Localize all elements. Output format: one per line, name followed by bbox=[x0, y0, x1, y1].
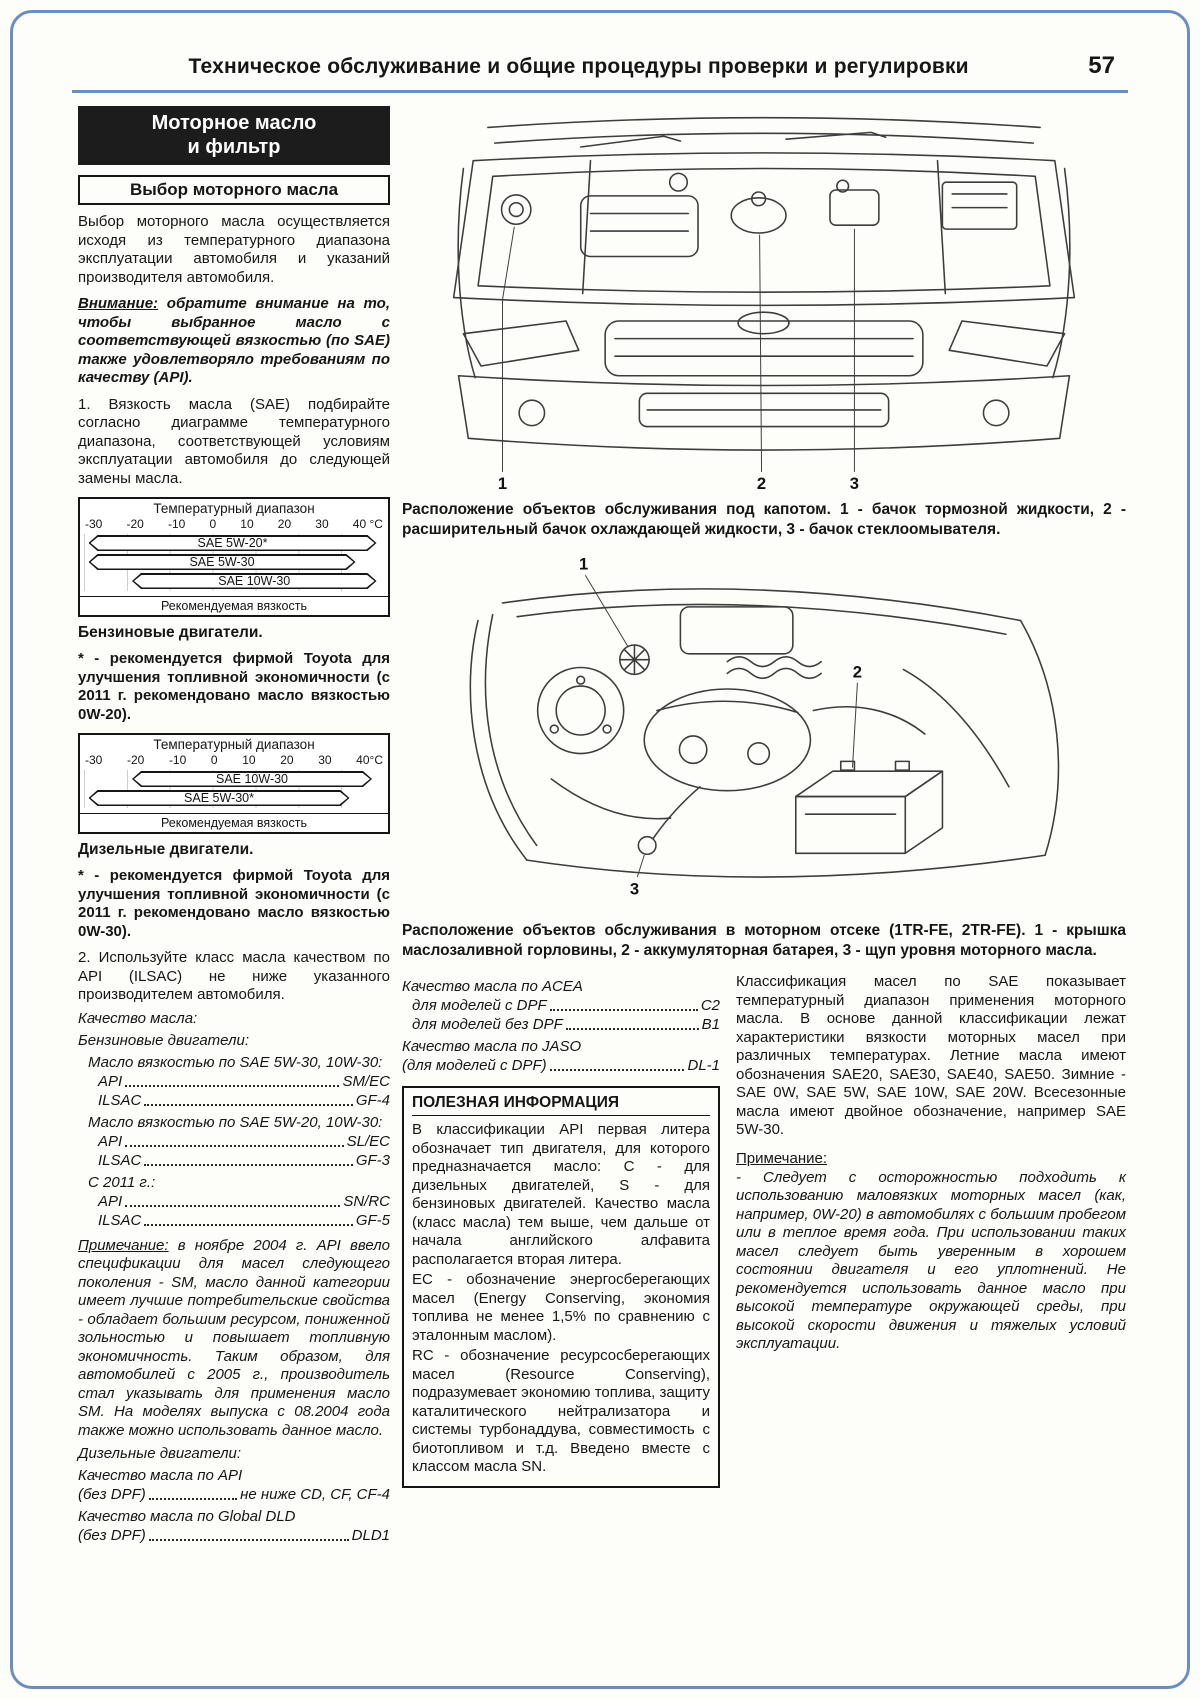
warning-text: обратите внимание на то, чтобы выбранное масло с соответствующей вязкостью (по SAE) также удовлетворяло требованиям по качеству (API). bbox=[78, 295, 390, 386]
viscosity-bar bbox=[89, 554, 356, 570]
dot-leader bbox=[149, 1498, 237, 1500]
chart-title: Температурный диапазон bbox=[153, 501, 315, 516]
section-title: Выбор моторного масла bbox=[78, 175, 390, 205]
viscosity-bar bbox=[89, 790, 350, 806]
spec-value: GF-3 bbox=[355, 1151, 390, 1169]
bottom-columns bbox=[402, 973, 1126, 1488]
viscosity-bar bbox=[132, 771, 372, 787]
page-header bbox=[85, 52, 1115, 80]
tick: 30 bbox=[318, 753, 332, 767]
dot-leader bbox=[144, 1164, 352, 1166]
dot-leader bbox=[566, 1028, 699, 1030]
spec-value: C2 bbox=[700, 997, 720, 1014]
spec-value: DL-1 bbox=[687, 1057, 720, 1074]
article-title-line1: Моторное масло bbox=[151, 112, 317, 134]
petrol-engines-caption: Бензиновые двигатели. bbox=[78, 624, 263, 641]
spec-value: SL/EC bbox=[346, 1132, 390, 1150]
middle-text-column bbox=[402, 973, 720, 1488]
page-title: Техническое обслуживание и общие процедуры проверки и регулировки bbox=[188, 55, 969, 78]
diesel-quality-label: Дизельные двигатели: bbox=[78, 1445, 242, 1462]
dot-leader bbox=[144, 1104, 352, 1106]
tick: 0 bbox=[209, 517, 217, 531]
spec-row bbox=[402, 997, 720, 1014]
note-label: Примечание: bbox=[78, 1236, 169, 1254]
bar-label: SAE 5W-30 bbox=[189, 555, 255, 569]
viscosity-note-paragraph: - Следует с осторожностью подходить к использованию маловязких моторных масел (как, например, 0W-20) в автомобилях с большим пробегом или в теплое время года. При использовании таких масел следует быть уверенным в хорошем состоянии двигателя и его уплотнений. Не рекомендуется использовать данное масло при высокой температуре окружающей среды, при высокой скорости движения и тяжелых условий эксплуатации. bbox=[736, 1168, 1126, 1352]
petrol-footnote: * - рекомендуется фирмой Toyota для улучшения топливной экономичности (с 2011 г. рекомендовано масло вязкостью 0W-20). bbox=[78, 650, 390, 723]
bar-label: SAE 10W-30 bbox=[218, 574, 291, 588]
dot-leader bbox=[125, 1145, 343, 1147]
spec-row bbox=[402, 1057, 720, 1074]
spec-key: API bbox=[98, 1072, 123, 1090]
quality-group-1 bbox=[78, 1054, 390, 1109]
header-rule bbox=[72, 90, 1128, 93]
tick: -10 bbox=[168, 753, 187, 767]
warning-label: Внимание: bbox=[78, 295, 159, 312]
chart-title: Температурный диапазон bbox=[153, 737, 315, 752]
jaso-label: Качество масла по JASO bbox=[402, 1038, 582, 1055]
spec-key: для моделей с DPF bbox=[412, 997, 547, 1014]
dot-leader bbox=[125, 1085, 339, 1087]
spec-key: для моделей без DPF bbox=[412, 1016, 563, 1033]
spec-value: DLD1 bbox=[351, 1527, 390, 1544]
diesel-spec-name: Качество масла по API bbox=[78, 1467, 243, 1484]
tick: 20 bbox=[280, 753, 294, 767]
api-note-paragraph bbox=[78, 1237, 390, 1441]
tick: 30 bbox=[315, 517, 329, 531]
quality-group-3 bbox=[78, 1174, 390, 1229]
callout-1: 1 bbox=[578, 554, 589, 574]
spec-value: SN/RC bbox=[343, 1192, 390, 1210]
underhood-illustration bbox=[434, 104, 1094, 495]
tick: 40 °C bbox=[352, 517, 383, 531]
spec-row bbox=[402, 1016, 720, 1033]
callout-3: 3 bbox=[629, 879, 640, 899]
figure-engine-compartment bbox=[402, 552, 1126, 916]
spec-row bbox=[78, 1486, 390, 1503]
petrol-quality-label: Бензиновые двигатели: bbox=[78, 1031, 249, 1049]
useful-info-box bbox=[402, 1086, 720, 1488]
article-title bbox=[78, 106, 390, 165]
callout-1: 1 bbox=[497, 474, 508, 494]
diesel-engines-caption: Дизельные двигатели. bbox=[78, 841, 254, 858]
tick: -20 bbox=[126, 753, 145, 767]
tick: 0 bbox=[210, 753, 218, 767]
warning-paragraph bbox=[78, 295, 390, 388]
useful-info-p3: RC - обозначение ресурсосберегающих масел (Resource Conserving), подразумевает экономию топлива, защиту каталитического нейтрализатора и системы турбонаддува, совместимость с биотопливом и т.д. Введено вместе с классом масла SN. bbox=[412, 1347, 710, 1475]
spec-row bbox=[78, 1193, 390, 1210]
page-number: 57 bbox=[1088, 52, 1115, 79]
intro-paragraph: Выбор моторного масла осуществляется исходя из температурного диапазона эксплуатации автомобиля и указаний производителя автомобиля. bbox=[78, 213, 390, 286]
chart-footer: Рекомендуемая вязкость bbox=[80, 813, 388, 832]
tick: -20 bbox=[126, 517, 144, 531]
petrol-viscosity-chart bbox=[78, 497, 390, 617]
spec-value: не ниже CD, CF, CF-4 bbox=[240, 1486, 390, 1503]
group-heading: Масло вязкостью по SAE 5W-30, 10W-30: bbox=[88, 1053, 383, 1071]
callout-3: 3 bbox=[849, 474, 860, 494]
useful-info-p1: В классификации API первая литера обозначает тип двигателя, для которого предназначается масло: C - для дизельных двигателей, S - для бензиновых двигателей. Качество масла (класс масла) тем выше, чем дальше от начала английского алфавита располагается вторая литера. bbox=[412, 1121, 710, 1268]
chart-bars bbox=[84, 770, 384, 808]
bar-label: SAE 5W-30* bbox=[184, 791, 254, 805]
viscosity-bar bbox=[89, 535, 377, 551]
chart-bars bbox=[84, 534, 384, 591]
callout-2: 2 bbox=[756, 474, 767, 494]
figure-underhood bbox=[402, 104, 1126, 495]
dot-leader bbox=[144, 1224, 352, 1226]
spec-row bbox=[78, 1527, 390, 1544]
dot-leader bbox=[149, 1539, 349, 1541]
spec-key: API bbox=[98, 1192, 123, 1210]
diesel-spec-name: Качество масла по Global DLD bbox=[78, 1508, 296, 1525]
right-column bbox=[402, 104, 1126, 1488]
spec-row bbox=[78, 1133, 390, 1150]
spec-row bbox=[78, 1092, 390, 1109]
tick: 40°C bbox=[356, 753, 383, 767]
dot-leader bbox=[550, 1009, 698, 1011]
article-title-line2: и фильтр bbox=[187, 136, 281, 158]
tick: 20 bbox=[277, 517, 292, 531]
spec-key: ILSAC bbox=[98, 1211, 142, 1229]
spec-row bbox=[78, 1152, 390, 1169]
note-label: Примечание: bbox=[736, 1149, 827, 1167]
note-text: в ноябре 2004 г. API ввело спецификации для масел следующего поколения - SM, масло данной категории имеет лучшие потребительские свойства - обладает большим ресурсом, пониженной зольностью и повышает топливную экономичность. Таким образом, для автомобилей с 2005 г., производитель стал указывать для применения масло SM. На моделях выпуска с 08.2004 года также можно использовать данное масло. bbox=[78, 1236, 390, 1439]
figure-underhood-caption: Расположение объектов обслуживания под капотом. 1 - бачок тормозной жидкости, 2 - расширительный бачок охлаждающей жидкости, 3 - бачок стеклоомывателя. bbox=[402, 501, 1126, 538]
tick: 10 bbox=[242, 753, 256, 767]
diesel-footnote: * - рекомендуется фирмой Toyota для улучшения топливной экономичности (с 2011 г. рекомендовано масло вязкостью 0W-30). bbox=[78, 867, 390, 940]
diesel-viscosity-chart bbox=[78, 733, 390, 834]
tick: -30 bbox=[85, 517, 103, 531]
spec-key: ILSAC bbox=[98, 1091, 142, 1109]
spec-value: SM/EC bbox=[342, 1072, 390, 1090]
quality-label: Качество масла: bbox=[78, 1009, 198, 1027]
chart-axis-ticks bbox=[80, 517, 388, 531]
spec-row bbox=[78, 1212, 390, 1229]
callout-2: 2 bbox=[852, 662, 863, 682]
engine-compartment-illustration bbox=[434, 552, 1094, 916]
spec-key: (для моделей с DPF) bbox=[402, 1057, 547, 1074]
quality-group-2 bbox=[78, 1114, 390, 1169]
spec-key: (без DPF) bbox=[78, 1486, 146, 1503]
spec-value: GF-4 bbox=[355, 1091, 390, 1109]
spec-key: (без DPF) bbox=[78, 1527, 146, 1544]
useful-info-title: ПОЛЕЗНАЯ ИНФОРМАЦИЯ bbox=[412, 1094, 710, 1116]
chart-footer: Рекомендуемая вязкость bbox=[80, 596, 388, 615]
useful-info-p2: EC - обозначение энергосберегающих масел (Energy Conserving, экономия топлива не менее 1,5% по сравнению с эталонным маслом). bbox=[412, 1271, 710, 1344]
left-column bbox=[78, 106, 390, 1544]
step1-paragraph: 1. Вязкость масла (SAE) подбирайте согласно диаграмме температурного диапазона, соответствующей условиям эксплуатации автомобиля до следующей замены масла. bbox=[78, 395, 390, 487]
acea-label: Качество масла по ACEA bbox=[402, 978, 583, 995]
group-heading: С 2011 г.: bbox=[88, 1173, 156, 1191]
tick: -30 bbox=[85, 753, 103, 767]
group-heading: Масло вязкостью по SAE 5W-20, 10W-30: bbox=[88, 1113, 383, 1131]
spec-key: ILSAC bbox=[98, 1151, 142, 1169]
bar-label: SAE 5W-20* bbox=[197, 536, 268, 550]
step2-paragraph: 2. Используйте класс масла качеством по API (ILSAC) не ниже указанного производителем автомобиля. bbox=[78, 949, 390, 1003]
sae-classification-paragraph: Классификация масел по SAE показывает температурный диапазон применения моторного масла. В основе данной классификации лежат характеристики вязкости моторных масел при различных температурах. Летние масла имеют обозначения SAE20, SAE30, SAE40, SAE50. Зимние - SAE 0W, SAE 5W, SAE 10W, SAE 20W. Всесезонные масла имеют двойное обозначение, например SAE 5W-30. bbox=[736, 973, 1126, 1138]
tick: -10 bbox=[167, 517, 186, 531]
figure-engine-compartment-caption: Расположение объектов обслуживания в моторном отсеке (1TR-FE, 2TR-FE). 1 - крышка маслозаливной горловины, 2 - аккумуляторная батарея, 3 - щуп уровня моторного масла. bbox=[402, 922, 1126, 959]
dot-leader bbox=[125, 1205, 340, 1207]
chart-axis-ticks bbox=[80, 753, 388, 767]
spec-value: B1 bbox=[701, 1016, 720, 1033]
spec-value: GF-5 bbox=[355, 1211, 390, 1229]
dot-leader bbox=[550, 1069, 685, 1071]
spec-key: API bbox=[98, 1132, 123, 1150]
bar-label: SAE 10W-30 bbox=[215, 772, 289, 786]
spec-row bbox=[78, 1073, 390, 1090]
far-right-text-column bbox=[736, 973, 1126, 1488]
tick: 10 bbox=[240, 517, 254, 531]
viscosity-bar bbox=[132, 573, 377, 589]
